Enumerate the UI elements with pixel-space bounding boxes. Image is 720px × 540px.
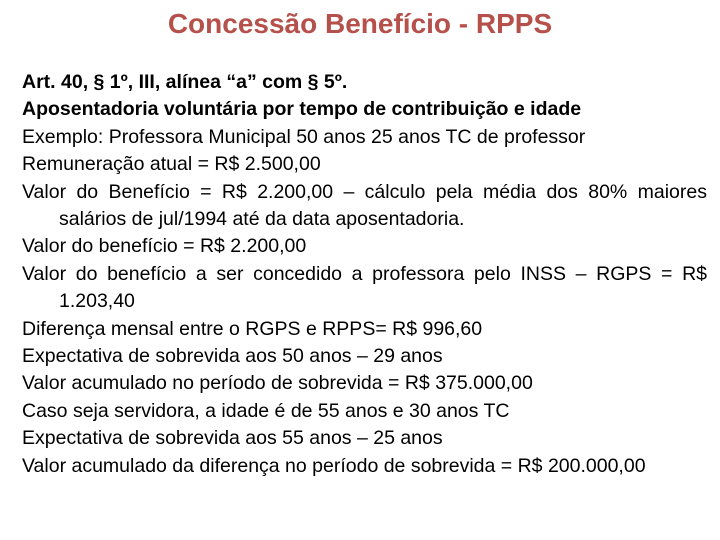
life-expectancy-50-line: Expectativa de sobrevida aos 50 anos – 29 anos [22, 345, 443, 368]
accumulated-difference-paragraph: Valor acumulado da diferença no período de sobrevida = R$ 200.000,00 [22, 454, 646, 477]
example-line: Exemplo: Professora Municipal 50 anos 25 anos TC de professor [22, 125, 586, 148]
benefit-calculation-paragraph: Valor do Benefício = R$ 2.200,00 – cálculo pela média dos 80% maiores salários de jul/1994 até da data aposentadoria. [22, 180, 707, 231]
life-expectancy-55-line: Expectativa de sobrevida aos 55 anos – 25 anos [22, 427, 443, 450]
slide-title: Concessão Benefício - RPPS [167, 8, 553, 39]
monthly-difference-line: Diferença mensal entre o RGPS e RPPS= R$ 996,60 [22, 317, 483, 340]
slide-body [22, 69, 707, 480]
accumulated-value-line: Valor acumulado no período de sobrevida = R$ 375.000,00 [22, 372, 533, 395]
current-salary-line: Remuneração atual = R$ 2.500,00 [22, 153, 321, 176]
servidora-case-line: Caso seja servidora, a idade é de 55 anos e 30 anos TC [22, 399, 510, 422]
retirement-type: Aposentadoria voluntária por tempo de contribuição e idade [22, 98, 582, 121]
benefit-value-line: Valor do benefício = R$ 2.200,00 [22, 235, 307, 258]
inss-benefit-paragraph: Valor do benefício a ser concedido a professora pelo INSS – RGPS = R$ 1.203,40 [22, 262, 707, 313]
legal-reference: Art. 40, § 1º, III, alínea “a” com § 5º. [22, 71, 348, 93]
